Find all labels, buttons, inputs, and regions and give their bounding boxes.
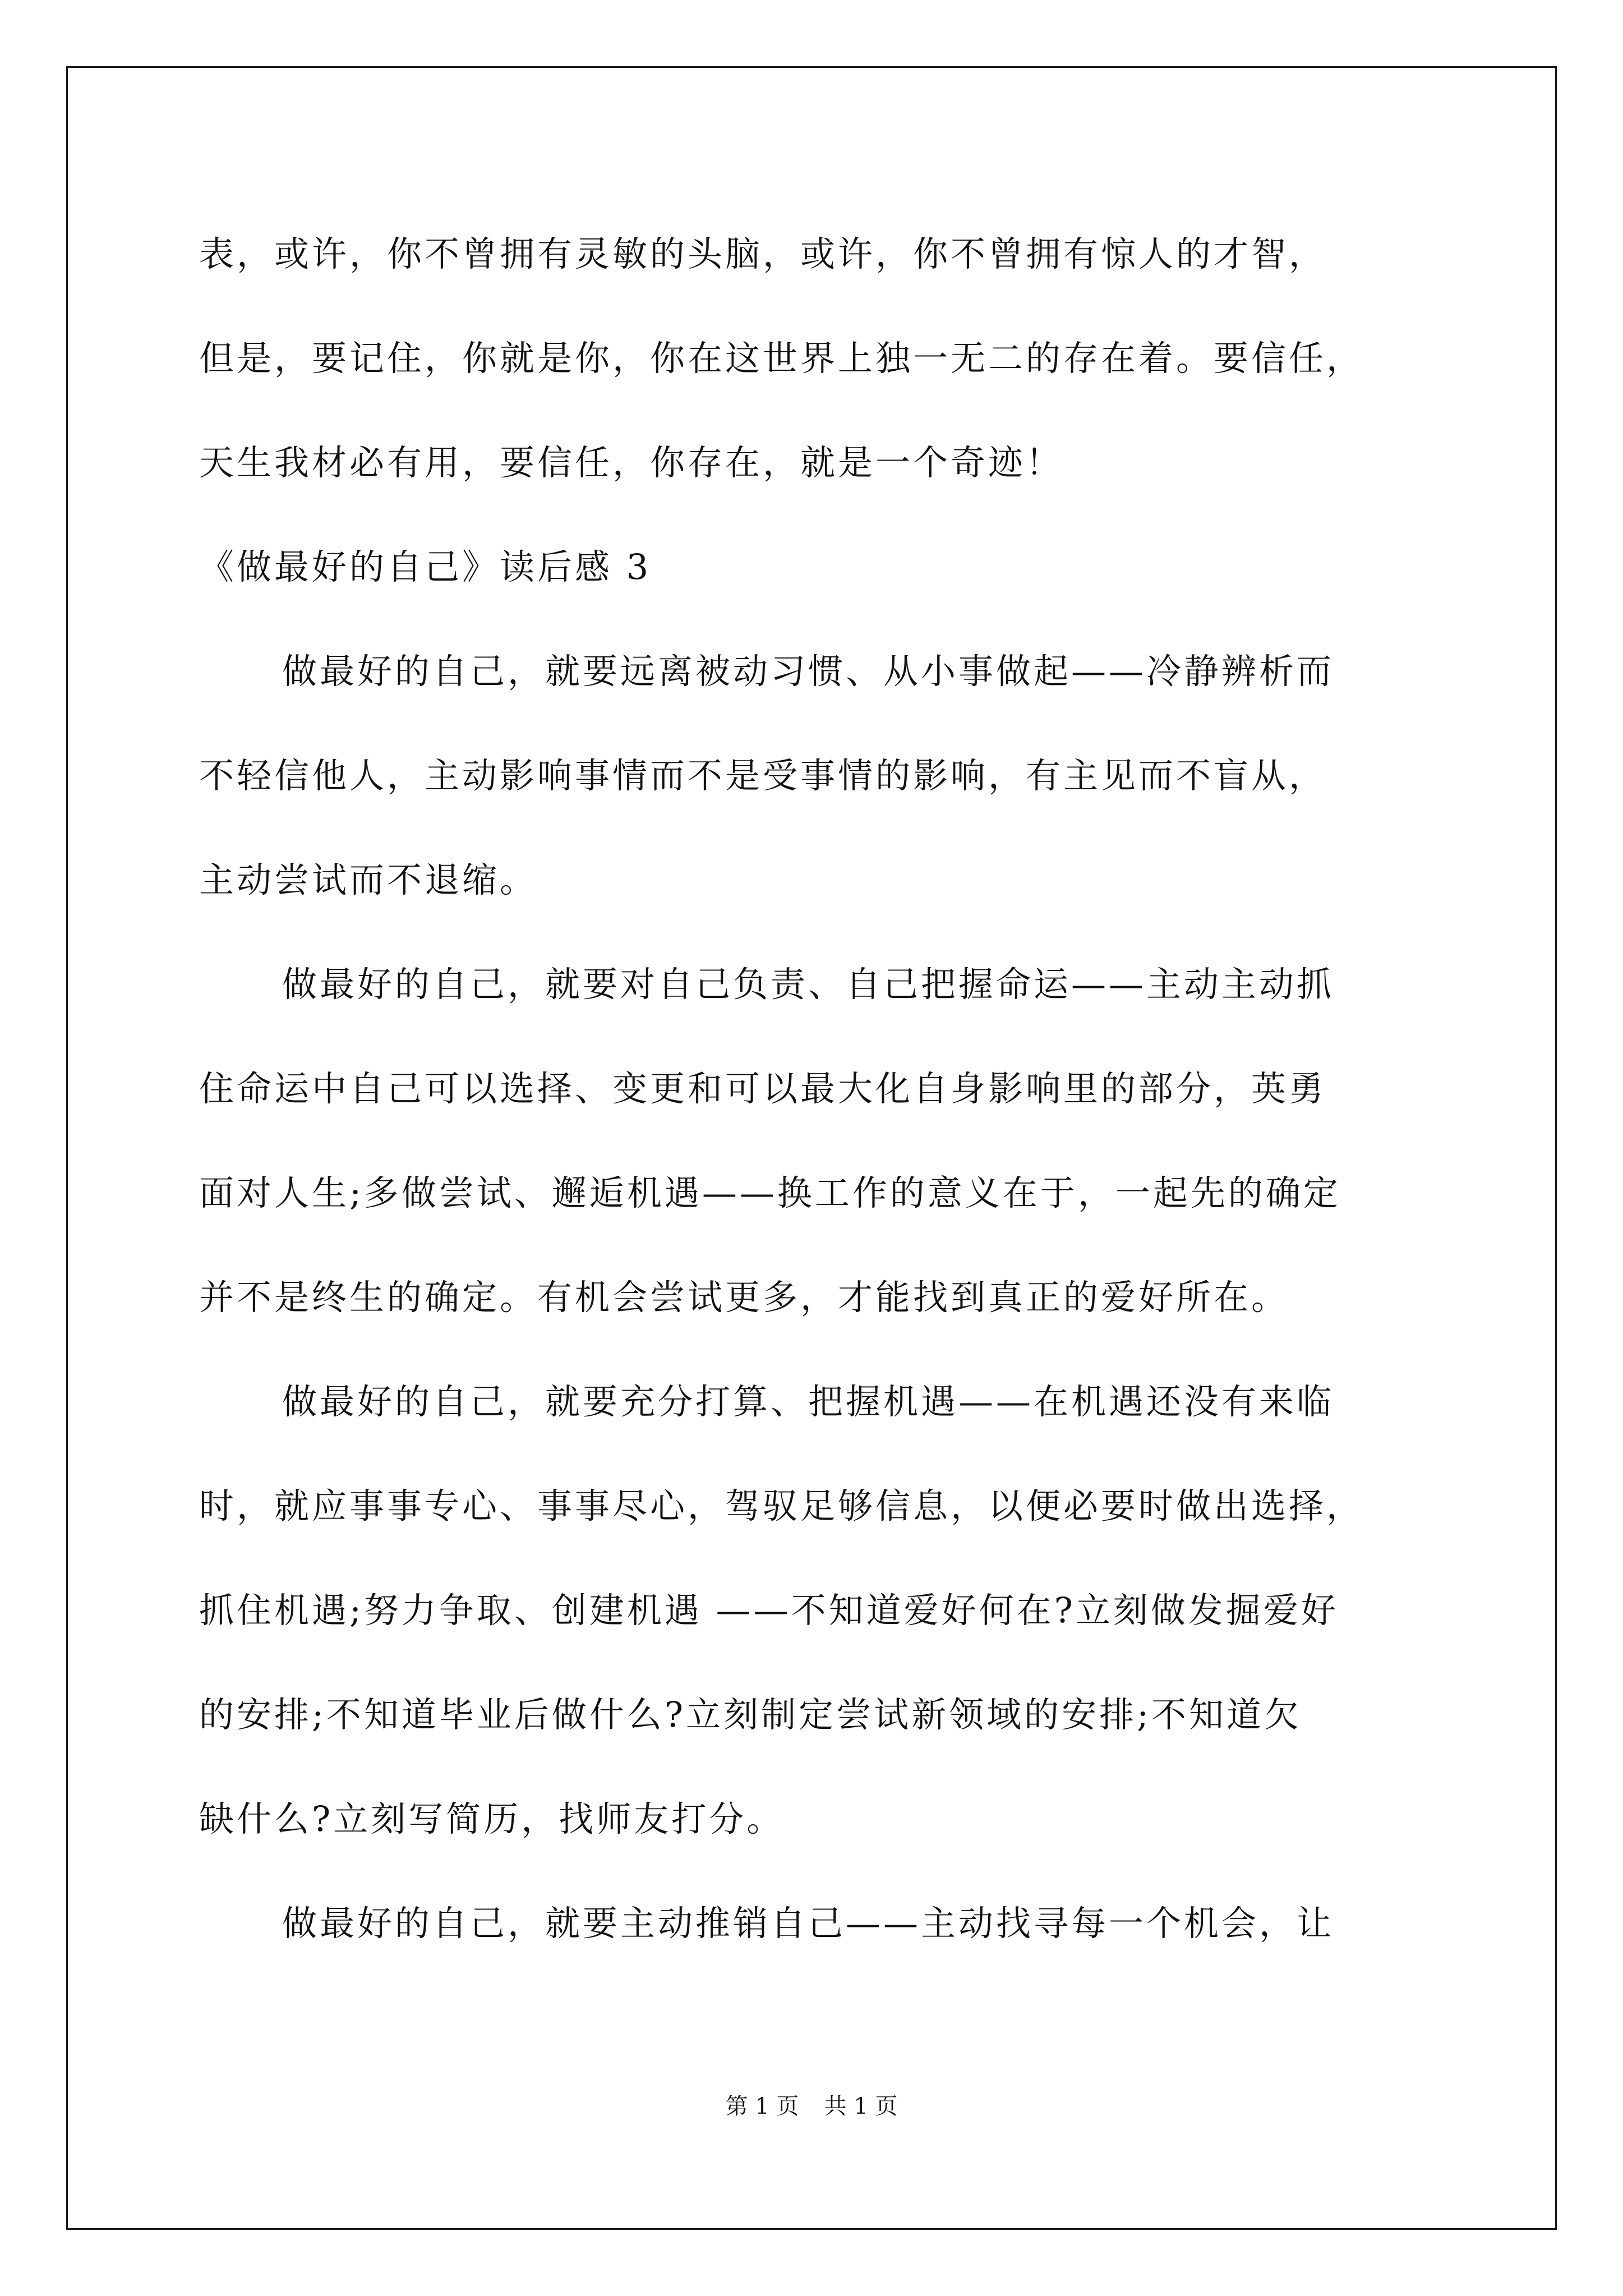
paragraph-start: 做最好的自己，就要远离被动习惯、从小事做起——冷静辨析而 bbox=[282, 651, 1335, 692]
section-heading: 《做最好的自己》读后感 3 bbox=[199, 546, 652, 587]
text-line: 表，或许，你不曾拥有灵敏的头脑，或许，你不曾拥有惊人的才智， bbox=[199, 233, 1327, 274]
text-line: 的安排;不知道毕业后做什么?立刻制定尝试新领域的安排;不知道欠 bbox=[199, 1694, 1302, 1735]
text-line: 天生我材必有用，要信任，你存在，就是一个奇迹！ bbox=[199, 442, 1064, 483]
text-line: 不轻信他人，主动影响事情而不是受事情的影响，有主见而不盲从， bbox=[199, 755, 1327, 796]
paragraph-start: 做最好的自己，就要主动推销自己——主动找寻每一个机会，让 bbox=[282, 1903, 1335, 1944]
text-line: 缺什么?立刻写简历，找师友打分。 bbox=[199, 1798, 785, 1839]
text-line: 面对人生;多做尝试、邂逅机遇——换工作的意义在于，一起先的确定 bbox=[199, 1172, 1341, 1213]
document-body bbox=[199, 202, 1433, 1976]
text-line: 住命运中自己可以选择、变更和可以最大化自身影响里的部分，英勇 bbox=[199, 1068, 1327, 1109]
text-line: 但是，要记住，你就是你，你在这世界上独一无二的存在着。要信任， bbox=[199, 338, 1364, 379]
paragraph-start: 做最好的自己，就要对自己负责、自己把握命运——主动主动抓 bbox=[282, 964, 1335, 1005]
page-total: 共 1 页 bbox=[824, 2093, 898, 2119]
paragraph-start: 做最好的自己，就要充分打算、把握机遇——在机遇还没有来临 bbox=[282, 1381, 1335, 1422]
text-line: 并不是终生的确定。有机会尝试更多，才能找到真正的爱好所在。 bbox=[199, 1277, 1289, 1318]
text-line: 抓住机遇;努力争取、创建机遇 ——不知道爱好何在?立刻做发掘爱好 bbox=[199, 1590, 1339, 1631]
text-line: 时，就应事事专心、事事尽心，驾驭足够信息，以便必要时做出选择， bbox=[199, 1485, 1364, 1526]
page-number: 第 1 页 bbox=[725, 2093, 799, 2119]
text-line: 主动尝试而不退缩。 bbox=[199, 859, 538, 900]
page-footer bbox=[0, 2090, 1623, 2123]
